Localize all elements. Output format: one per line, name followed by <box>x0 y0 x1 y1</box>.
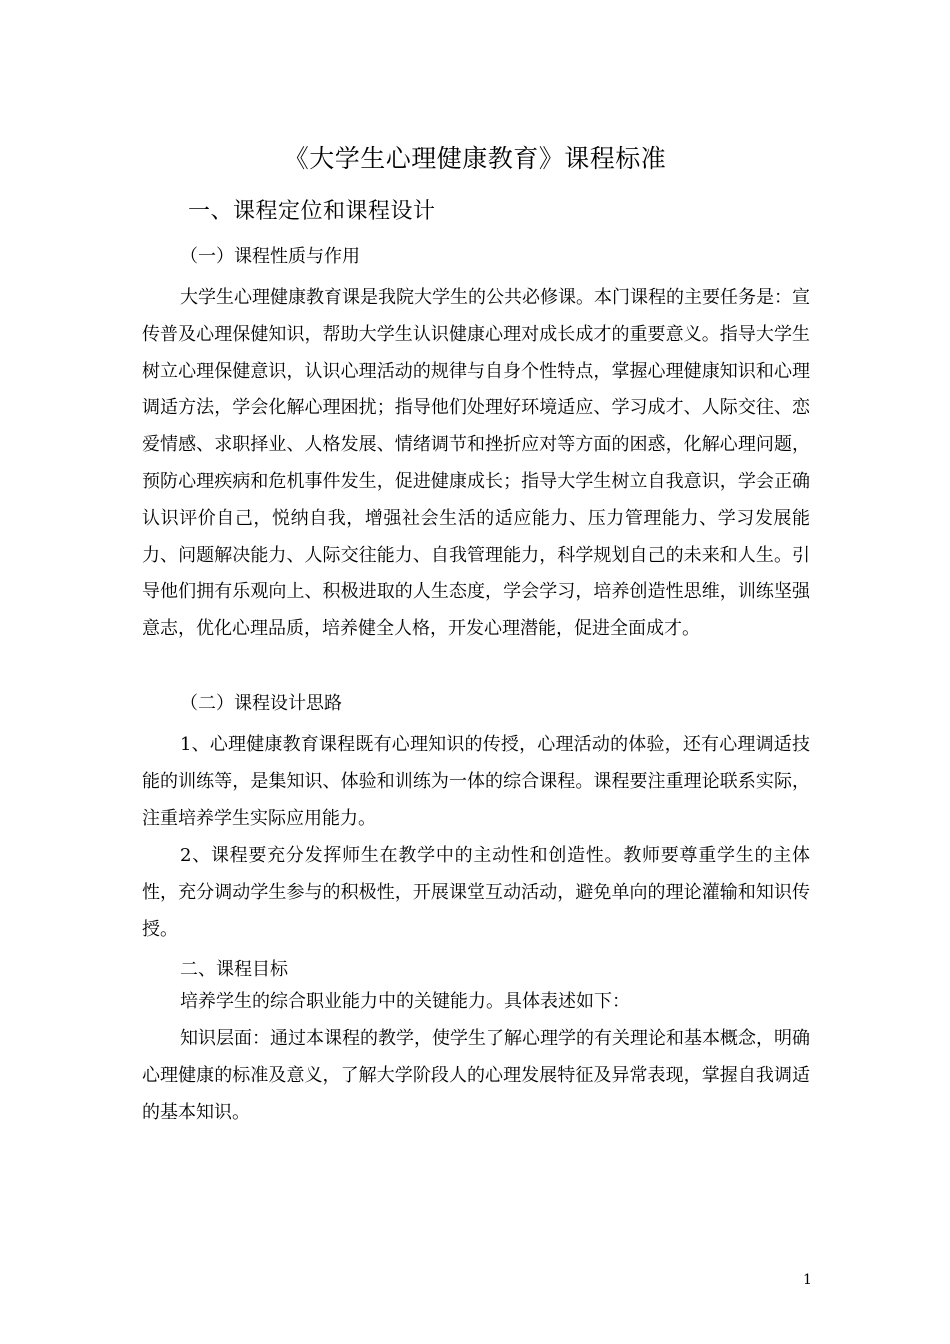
paragraph-design-point-2: 2、课程要充分发挥师生在教学中的主动性和创造性。教师要尊重学生的主体性，充分调动学生参与的积极性，开展课堂互动活动，避免单向的理论灌输和知识传授。 <box>142 845 810 940</box>
subsection-heading-course-nature: （一）课程性质与作用 <box>180 246 360 267</box>
paragraph-course-nature: 大学生心理健康教育课是我院大学生的公共必修课。本门课程的主要任务是：宣传普及心理保健知识，帮助大学生认识健康心理对成长成才的重要意义。指导大学生树立心理保健意识，认识心理活动的规律与自身个性特点，掌握心理健康知识和心理调适方法，学会化解心理困扰；指导他们处理好环境适应、学习成才、人际交往、恋爱情感、求职择业、人格发展、情绪调节和挫折应对等方面的困惑，化解心理问题，预防心理疾病和危机事件发生，促进健康成长；指导大学生树立自我意识，学会正确认识评价自己，悦纳自我，增强社会生活的适应能力、压力管理能力、学习发展能力、问题解决能力、人际交往能力、自我管理能力，科学规划自己的未来和人生。引导他们拥有乐观向上、积极进取的人生态度，学会学习，培养创造性思维，训练坚强意志，优化心理品质，培养健全人格，开发心理潜能，促进全面成才。 <box>142 287 810 640</box>
paragraph-design-point-1: 1、心理健康教育课程既有心理知识的传授，心理活动的体验，还有心理调适技能的训练等，是集知识、体验和训练为一体的综合课程。课程要注重理论联系实际，注重培养学生实际应用能力。 <box>142 734 810 829</box>
page-number: 1 <box>803 1272 812 1288</box>
subsection-heading-design-approach: （二）课程设计思路 <box>180 693 342 714</box>
section-heading-course-objectives: 二、课程目标 <box>180 959 288 980</box>
document-title: 《大学生心理健康教育》课程标准 <box>283 144 667 173</box>
paragraph-knowledge-level: 知识层面：通过本课程的教学，使学生了解心理学的有关理论和基本概念，明确心理健康的标准及意义，了解大学阶段人的心理发展特征及异常表现，掌握自我调适的基本知识。 <box>142 1028 810 1123</box>
paragraph-objectives-intro: 培养学生的综合职业能力中的关键能力。具体表述如下： <box>180 991 630 1012</box>
section-heading-course-positioning: 一、课程定位和课程设计 <box>188 199 436 224</box>
